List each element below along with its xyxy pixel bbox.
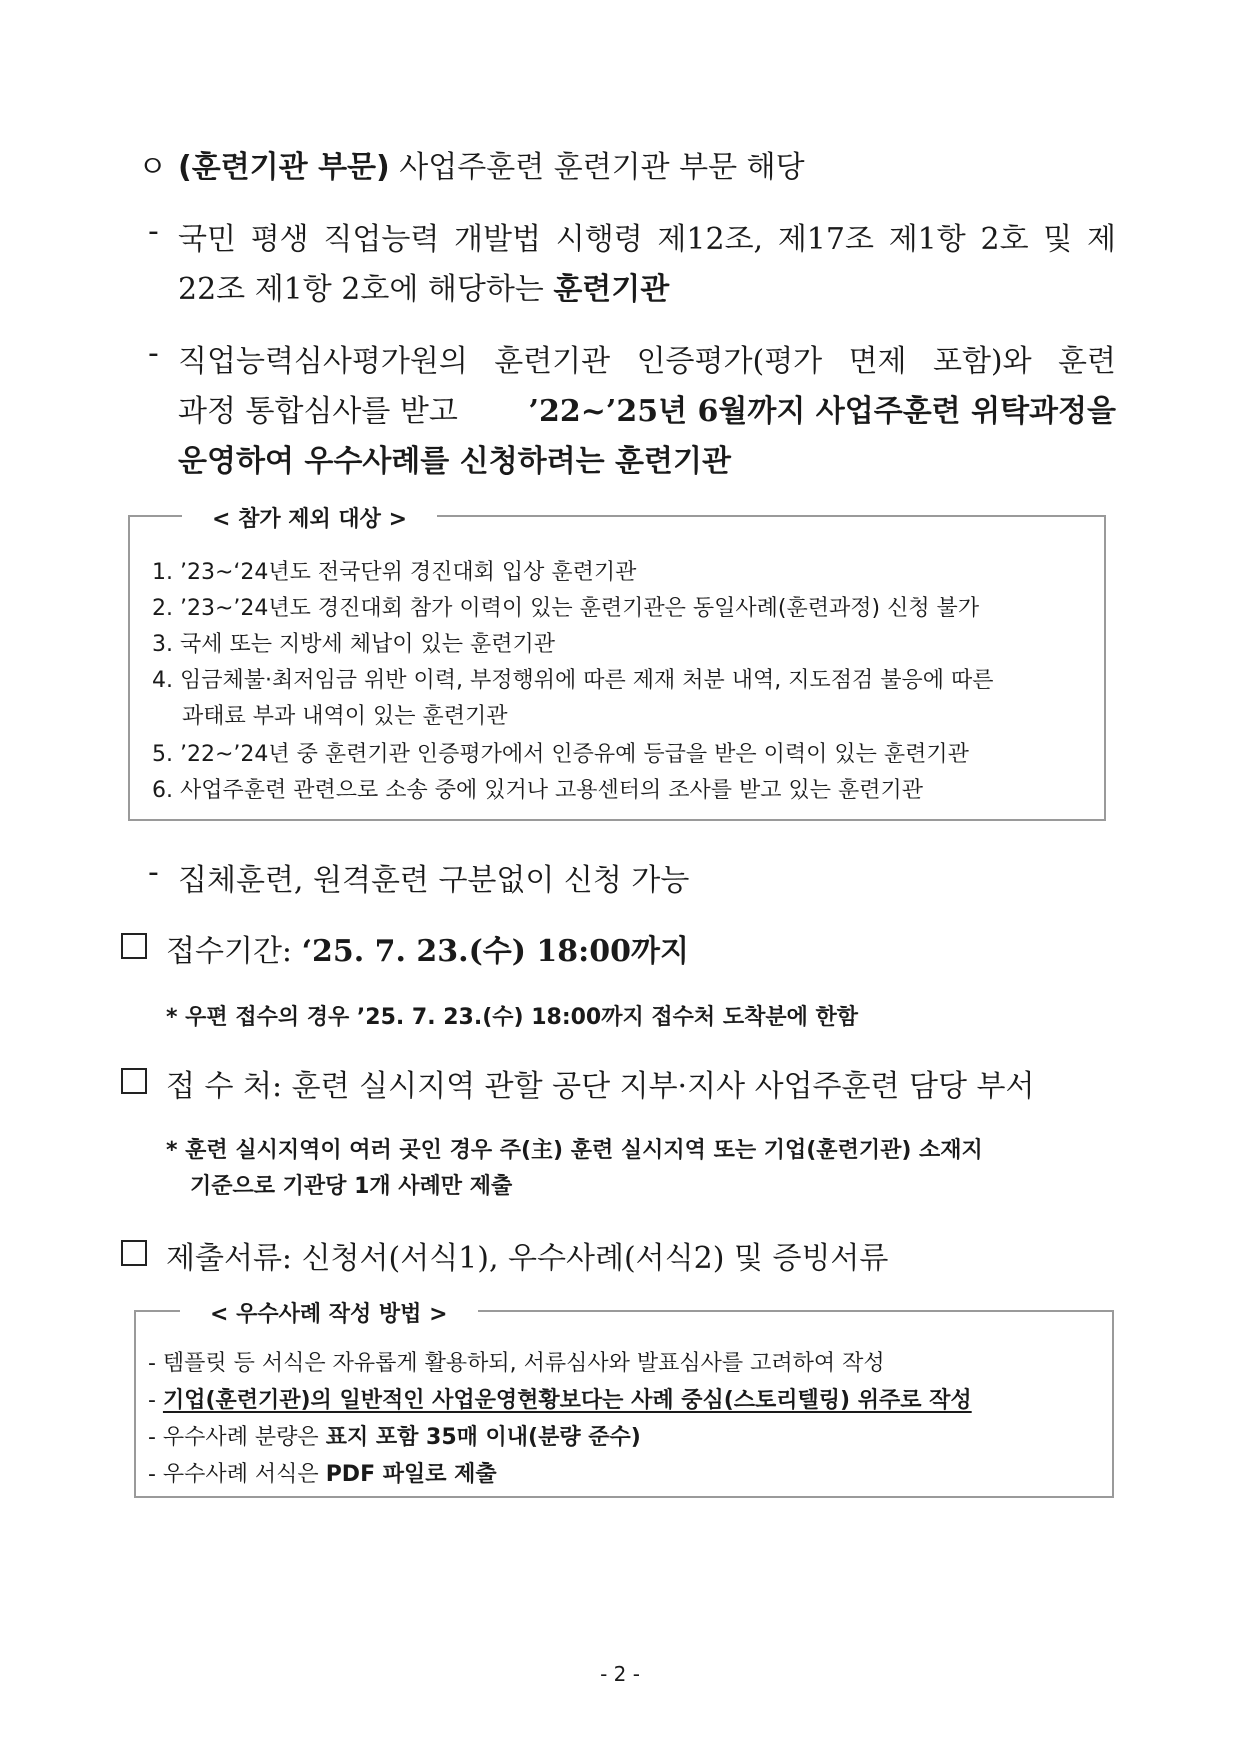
reception-period-checkbox (121, 933, 147, 959)
method-line-3-bold: 표지 포함 35매 이내(분량 준수) (325, 1425, 641, 1450)
reception-period-note: * 우편 접수의 경우 ’25. 7. 23.(수) 18:00까지 접수처 도착분에 한함 (166, 1005, 858, 1030)
item1-line1: 국민 평생 직업능력 개발법 시행령 제12조, 제17조 제1항 2호 및 제 (178, 222, 1116, 257)
method-line-2-text: 기업(훈련기관)의 일반적인 사업운영현황보다는 사례 중심(스토리텔링) 위주로 작성 (162, 1388, 972, 1413)
item3-text: 집체훈련, 원격훈련 구분없이 신청 가능 (178, 863, 690, 898)
section-heading (178, 142, 805, 186)
reception-period (166, 926, 689, 970)
section-heading-bold: (훈련기관 부문) (178, 150, 390, 185)
item2-line2 (178, 386, 1116, 430)
documents-checkbox (121, 1240, 147, 1266)
item2-line2-bold: ’22~’25년 6월까지 사업주훈련 위탁과정을 (528, 394, 1116, 429)
exclusion-item-4: 4. 임금체불·최저임금 위반 이력, 부정행위에 따른 제재 처분 내역, 지도점검 불응에 따른 (152, 668, 994, 693)
reception-place-value: 훈련 실시지역 관할 공단 지부·지사 사업주훈련 담당 부서 (291, 1069, 1035, 1104)
reception-place-label: 접 수 처: (166, 1069, 292, 1104)
method-line-4-text: - 우수사례 서식은 (148, 1462, 326, 1487)
documents (166, 1233, 888, 1277)
method-line-3 (148, 1420, 641, 1451)
exclusion-item-3: 3. 국세 또는 지방세 체납이 있는 훈련기관 (152, 632, 555, 657)
reception-place-note-line2: 기준으로 기관당 1개 사례만 제출 (190, 1174, 513, 1199)
reception-period-value: ‘25. 7. 23.(수) 18:00까지 (301, 934, 689, 969)
exclusion-item-5: 5. ’22~’24년 중 훈련기관 인증평가에서 인증유예 등급을 받은 이력이 있는 훈련기관 (152, 742, 969, 767)
reception-place (166, 1061, 1035, 1105)
exclusion-item-1: 1. ’23~‘24년도 전국단위 경진대회 입상 훈련기관 (152, 560, 637, 585)
page-number: - 2 - (600, 1662, 640, 1686)
item2-line2-text: 과정 통합심사를 받고 (178, 394, 458, 429)
item1-line2-text: 22조 제1항 2호에 해당하는 (178, 272, 554, 307)
exclusion-item-4-cont: 과태료 부과 내역이 있는 훈련기관 (182, 704, 508, 729)
reception-place-note-line1: * 훈련 실시지역이 여러 곳인 경우 주(主) 훈련 실시지역 또는 기업(훈련기관) 소재지 (166, 1138, 983, 1163)
reception-place-checkbox (121, 1068, 147, 1094)
documents-label: 제출서류: (166, 1241, 302, 1276)
method-line-3-text: - 우수사례 분량은 (148, 1425, 326, 1450)
method-line-2 (148, 1383, 972, 1414)
item1-line2 (178, 264, 669, 308)
method-line-2-dash: - (148, 1388, 163, 1413)
documents-value: 신청서(서식1), 우수사례(서식2) 및 증빙서류 (301, 1241, 889, 1276)
method-line-4 (148, 1457, 497, 1488)
item2-line1: 직업능력심사평가원의 훈련기관 인증평가(평가 면제 포함)와 훈련 (178, 344, 1116, 379)
method-line-4-bold: PDF 파일로 제출 (325, 1462, 497, 1487)
item2-dash: - (148, 336, 159, 371)
exclusion-item-2: 2. ’23~’24년도 경진대회 참가 이력이 있는 훈련기관은 동일사례(훈련과정) 신청 불가 (152, 596, 980, 621)
exclusion-item-6: 6. 사업주훈련 관련으로 소송 중에 있거나 고용센터의 조사를 받고 있는 훈련기관 (152, 778, 923, 803)
method-line-1: - 템플릿 등 서식은 자유롭게 활용하되, 서류심사와 발표심사를 고려하여 작성 (148, 1351, 885, 1376)
item3-dash: - (148, 855, 159, 890)
method-box-title: < 우수사례 작성 방법 > (180, 1297, 478, 1328)
reception-period-label: 접수기간: (166, 934, 302, 969)
item2-line3: 운영하여 우수사례를 신청하려는 훈련기관 (178, 444, 731, 479)
exclusion-box-title: < 참가 제외 대상 > (182, 502, 437, 533)
section-heading-rest: 사업주훈련 훈련기관 부문 해당 (389, 150, 805, 185)
section-bullet: ㅇ (138, 150, 167, 185)
item1-dash: - (148, 214, 159, 249)
item1-line2-bold: 훈련기관 (553, 272, 670, 307)
